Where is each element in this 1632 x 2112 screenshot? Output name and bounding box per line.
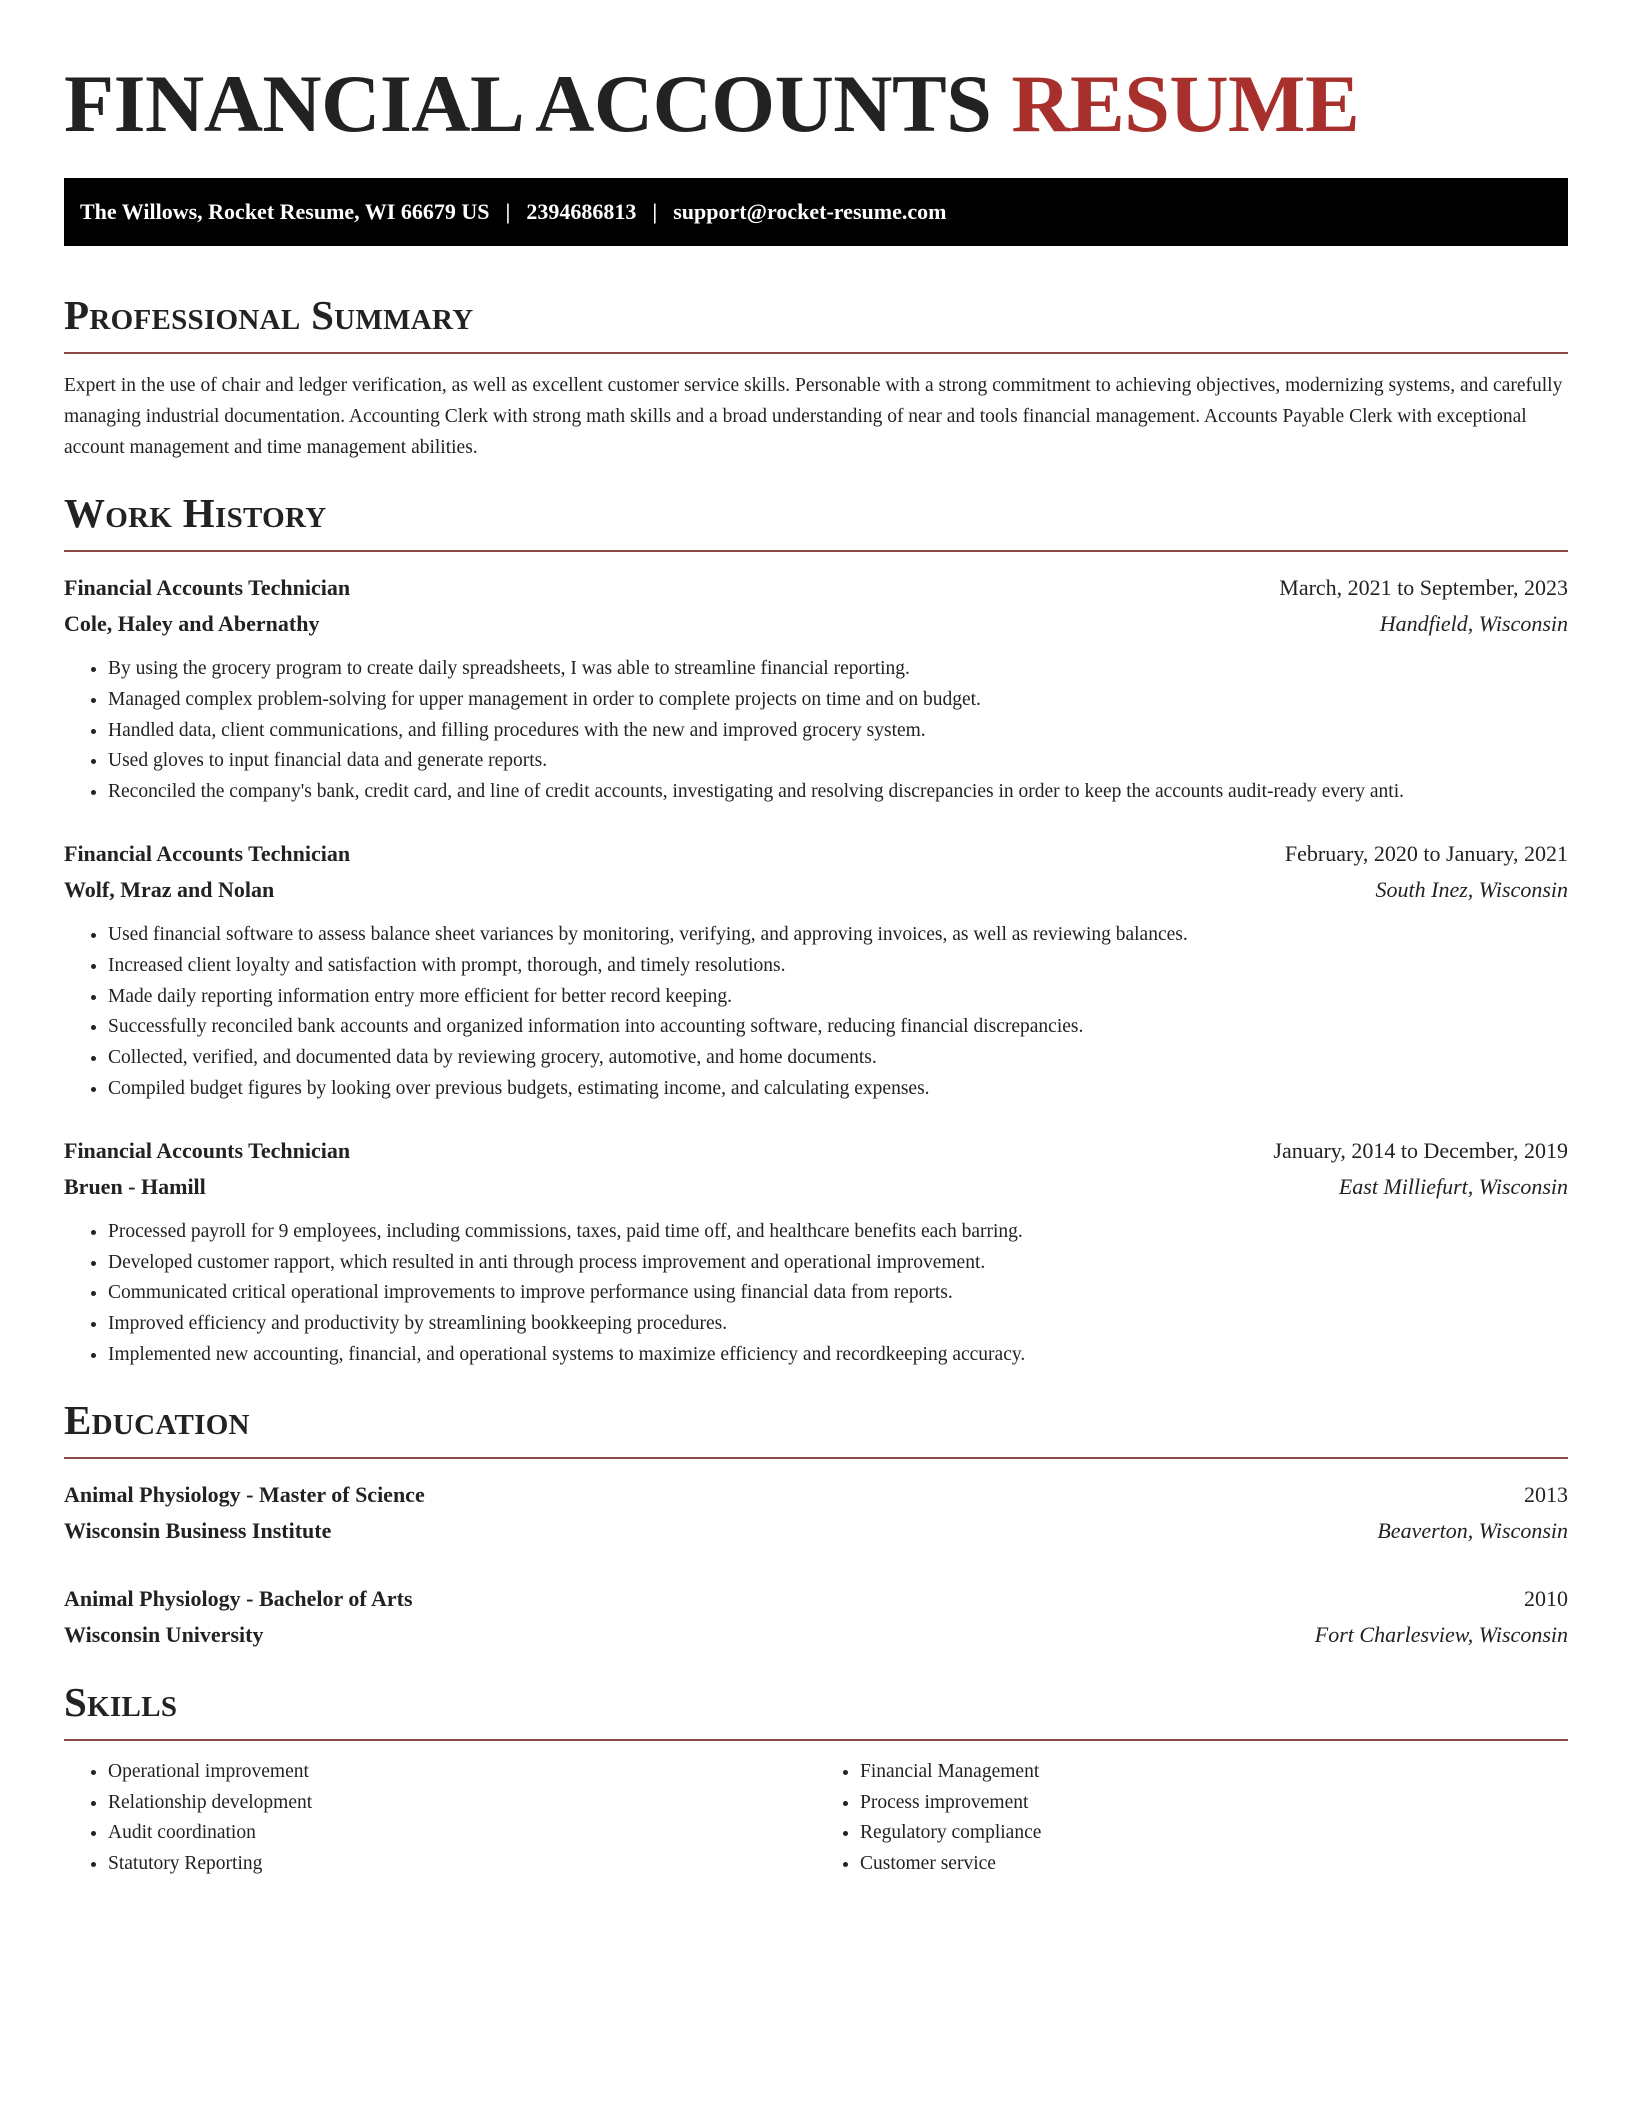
section-divider bbox=[64, 550, 1568, 552]
summary-heading: Professional Summary bbox=[64, 292, 474, 338]
job-bullets bbox=[64, 1217, 1568, 1371]
job-location: East Milliefurt, Wisconsin bbox=[1338, 1173, 1568, 1199]
skills-columns bbox=[64, 1757, 1568, 1880]
contact-bar bbox=[64, 178, 1568, 246]
contact-address: The Willows, Rocket Resume, WI 66679 US bbox=[80, 199, 490, 224]
education-degree-row bbox=[64, 1477, 1568, 1513]
education-entry bbox=[64, 1581, 1568, 1653]
skill-item: • Audit coordination bbox=[108, 1818, 816, 1849]
job-dates: March, 2021 to September, 2023 bbox=[1279, 575, 1568, 600]
resume-title bbox=[64, 0, 1568, 150]
job-bullet: • Used financial software to assess balance sheet variances by monitoring, verifying, and approving invoices, as well as reviewing balances. bbox=[108, 920, 1568, 951]
job-bullet: • Increased client loyalty and satisfaction with prompt, thorough, and timely resolutions. bbox=[108, 951, 1568, 982]
contact-email: support@rocket-resume.com bbox=[673, 199, 947, 224]
job-bullet: • Compiled budget figures by looking over previous budgets, estimating income, and calculating expenses. bbox=[108, 1074, 1568, 1105]
skill-item: • Statutory Reporting bbox=[108, 1849, 816, 1880]
job-company: Wolf, Mraz and Nolan bbox=[64, 876, 275, 902]
section-divider bbox=[64, 352, 1568, 354]
job-header-row bbox=[64, 570, 1568, 606]
job-bullet: • Implemented new accounting, financial, and operational systems to maximize efficiency and recordkeeping accuracy. bbox=[108, 1340, 1568, 1371]
title-accent: RESUME bbox=[1011, 58, 1360, 149]
job-bullet: • Managed complex problem-solving for upper management in order to complete projects on time and on budget. bbox=[108, 685, 1568, 716]
education-year: 2010 bbox=[1524, 1585, 1568, 1611]
skills-heading: Skills bbox=[64, 1678, 178, 1725]
summary-text: Expert in the use of chair and ledger verification, as well as excellent customer service skills. Personable with a strong commitment to achieving objectives, modernizing systems, and carefully managing industrial documentation. Accounting Clerk with strong math skills and a broad understanding of near and tools financial management. Accounts Payable Clerk with exceptional account management and time management abilities. bbox=[64, 375, 1563, 458]
education-heading: Education bbox=[64, 1396, 250, 1443]
job-bullet: • Collected, verified, and documented data by reviewing grocery, automotive, and home documents. bbox=[108, 1043, 1568, 1074]
job-bullet: • Improved efficiency and productivity by streamlining bookkeeping procedures. bbox=[108, 1309, 1568, 1340]
job-company-row bbox=[64, 872, 1568, 908]
skill-item: • Financial Management bbox=[860, 1757, 1568, 1788]
skill-item: • Operational improvement bbox=[108, 1757, 816, 1788]
job-bullet: • Developed customer rapport, which resulted in anti through process improvement and operational improvement. bbox=[108, 1248, 1568, 1279]
job-bullet: • Handled data, client communications, and filling procedures with the new and improved grocery system. bbox=[108, 716, 1568, 747]
job-entry bbox=[64, 1133, 1568, 1371]
education-section bbox=[64, 1395, 1568, 1653]
skills-section bbox=[64, 1677, 1568, 1880]
job-entry bbox=[64, 570, 1568, 808]
job-title: Financial Accounts Technician bbox=[64, 1137, 351, 1163]
job-bullet: • Successfully reconciled bank accounts and organized information into accounting software, reducing financial discrepancies. bbox=[108, 1012, 1568, 1043]
education-degree: Animal Physiology - Bachelor of Arts bbox=[64, 1585, 413, 1611]
job-company-row bbox=[64, 1169, 1568, 1205]
job-bullet: • Reconciled the company's bank, credit card, and line of credit accounts, investigating and resolving discrepancies in order to keep the accounts audit-ready every anti. bbox=[108, 777, 1568, 808]
job-company: Bruen - Hamill bbox=[64, 1173, 206, 1199]
contact-separator: | bbox=[505, 199, 511, 224]
job-entry bbox=[64, 836, 1568, 1105]
job-dates: February, 2020 to January, 2021 bbox=[1284, 840, 1568, 866]
skills-list-left bbox=[64, 1757, 816, 1880]
education-school: Wisconsin Business Institute bbox=[64, 1517, 332, 1543]
job-title: Financial Accounts Technician bbox=[64, 840, 351, 866]
job-location: South Inez, Wisconsin bbox=[1375, 876, 1568, 902]
contact-separator: | bbox=[652, 199, 658, 224]
job-header-row bbox=[64, 1133, 1568, 1169]
education-location: Fort Charlesview, Wisconsin bbox=[1314, 1621, 1568, 1647]
section-divider bbox=[64, 1739, 1568, 1741]
skill-item: • Customer service bbox=[860, 1849, 1568, 1880]
job-company: Cole, Haley and Abernathy bbox=[64, 611, 320, 636]
education-degree-row bbox=[64, 1581, 1568, 1617]
job-bullets bbox=[64, 654, 1568, 808]
education-degree: Animal Physiology - Master of Science bbox=[64, 1481, 425, 1507]
contact-phone: 2394686813 bbox=[526, 199, 637, 224]
work-history-section bbox=[64, 488, 1568, 1371]
education-school-row bbox=[64, 1617, 1568, 1653]
job-bullet: • Made daily reporting information entry more efficient for better record keeping. bbox=[108, 982, 1568, 1013]
job-company-row bbox=[64, 606, 1568, 642]
education-year: 2013 bbox=[1524, 1481, 1568, 1507]
job-bullet: • By using the grocery program to create daily spreadsheets, I was able to streamline financial reporting. bbox=[108, 654, 1568, 685]
skill-item: • Regulatory compliance bbox=[860, 1818, 1568, 1849]
skill-item: • Relationship development bbox=[108, 1788, 816, 1819]
summary-section bbox=[64, 290, 1568, 463]
skill-item: • Process improvement bbox=[860, 1788, 1568, 1819]
education-location: Beaverton, Wisconsin bbox=[1377, 1517, 1568, 1543]
education-school: Wisconsin University bbox=[64, 1621, 264, 1647]
job-bullet: • Used gloves to input financial data and generate reports. bbox=[108, 746, 1568, 777]
job-bullets bbox=[64, 920, 1568, 1105]
job-dates: January, 2014 to December, 2019 bbox=[1273, 1137, 1568, 1163]
work-history-heading: Work History bbox=[64, 490, 327, 536]
job-bullet: • Processed payroll for 9 employees, including commissions, taxes, paid time off, and healthcare benefits each barring. bbox=[108, 1217, 1568, 1248]
education-school-row bbox=[64, 1513, 1568, 1549]
job-header-row bbox=[64, 836, 1568, 872]
title-main: FINANCIAL ACCOUNTS bbox=[64, 58, 992, 149]
section-divider bbox=[64, 1457, 1568, 1459]
education-entry bbox=[64, 1477, 1568, 1549]
job-title: Financial Accounts Technician bbox=[64, 575, 351, 600]
job-bullet: • Communicated critical operational improvements to improve performance using financial data from reports. bbox=[108, 1278, 1568, 1309]
skills-list-right bbox=[816, 1757, 1568, 1880]
job-location: Handfield, Wisconsin bbox=[1379, 611, 1568, 636]
